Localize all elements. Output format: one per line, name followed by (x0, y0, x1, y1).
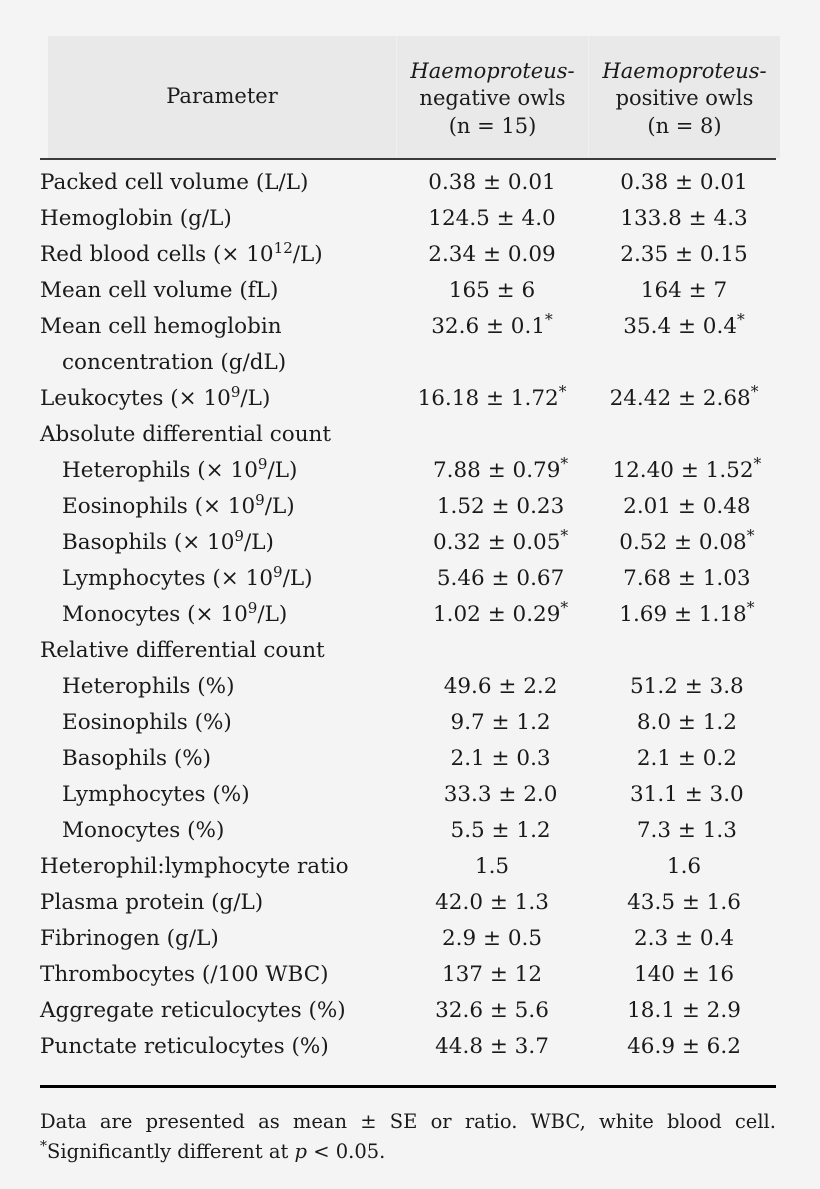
column-header-negative-n: (n = 15) (448, 113, 537, 138)
value-text: 2.01 ± 0.48 (623, 494, 751, 519)
row-parameter-label: Lymphocytes (%) (62, 782, 250, 807)
table-row (40, 490, 780, 531)
row-parameter-label: Fibrinogen (g/L) (40, 926, 219, 951)
row-parameter-label: Basophils (%) (62, 746, 212, 771)
table-row (40, 855, 780, 891)
parameter-text: Heterophils (× 10 (62, 458, 258, 483)
significance-asterisk: * (746, 526, 755, 545)
row-parameter-label: Plasma protein (g/L) (40, 890, 264, 915)
parameter-exponent: 9 (247, 598, 258, 617)
row-parameter-label: Mean cell volume (fL) (40, 278, 279, 303)
row-value-negative (396, 927, 588, 951)
row-value-positive (594, 747, 780, 771)
haematology-table (40, 36, 780, 1167)
table-row (40, 927, 780, 963)
table-row (40, 279, 780, 315)
value-text: 7.68 ± 1.03 (623, 566, 751, 591)
table-row (40, 526, 780, 567)
significance-asterisk: * (750, 382, 759, 401)
row-parameter-label: Eosinophils (%) (62, 710, 232, 735)
value-text: 133.8 ± 4.3 (620, 206, 748, 231)
parameter-text: Monocytes (× 10 (62, 602, 248, 627)
value-text: 0.38 ± 0.01 (428, 170, 556, 195)
row-value-negative (407, 567, 593, 591)
table-row (40, 171, 780, 207)
row-value-negative (396, 1035, 588, 1059)
value-text: 1.02 ± 0.29 (432, 602, 561, 627)
value-text: 2.1 ± 0.3 (450, 746, 551, 771)
table-row (40, 454, 780, 495)
value-text: 2.3 ± 0.4 (633, 926, 735, 951)
parameter-exponent: 9 (273, 562, 283, 581)
table-row (40, 963, 780, 999)
table-row (40, 747, 780, 783)
value-text: 32.6 ± 0.1 (431, 314, 545, 339)
value-text: 44.8 ± 3.7 (435, 1034, 549, 1059)
row-parameter-label: Hemoglobin (g/L) (40, 206, 232, 231)
row-parameter-label: Aggregate reticulocytes (%) (40, 998, 346, 1023)
value-text: 9.7 ± 1.2 (450, 710, 551, 735)
row-parameter-label: Packed cell volume (L/L) (40, 170, 309, 195)
table-row (40, 711, 780, 747)
row-parameter-label: Relative differential count (40, 638, 325, 663)
column-header-parameter (48, 36, 396, 158)
table-row (40, 562, 780, 603)
table-row (40, 1035, 780, 1071)
value-text: 2.9 ± 0.5 (441, 926, 543, 951)
value-text: 46.9 ± 6.2 (627, 1034, 741, 1059)
significance-asterisk: * (558, 382, 567, 401)
row-value-negative (407, 598, 593, 627)
row-value-positive (588, 855, 780, 879)
value-text: 5.5 ± 1.2 (450, 818, 551, 843)
row-parameter-label (40, 490, 407, 519)
row-value-positive (588, 171, 780, 195)
row-parameter-label (40, 598, 407, 627)
table-row (40, 891, 780, 927)
value-text: 2.1 ± 0.2 (636, 746, 737, 771)
value-text: 8.0 ± 1.2 (636, 710, 737, 735)
row-value-positive (588, 207, 780, 231)
footnote-significance-text-b: < 0.05. (307, 1140, 386, 1164)
row-value-positive (594, 454, 780, 483)
parameter-unit-tail: /L) (267, 458, 298, 483)
value-text: 31.1 ± 3.0 (629, 782, 744, 807)
column-header-negative (396, 36, 588, 158)
significance-asterisk: * (560, 526, 569, 545)
row-value-negative (396, 171, 588, 195)
parameter-unit-tail: /L) (244, 530, 274, 555)
table-row (40, 423, 780, 459)
row-value-negative (396, 999, 588, 1023)
row-parameter-label: Heterophils (%) (62, 674, 235, 699)
parameter-exponent: 9 (234, 526, 244, 545)
value-text: 51.2 ± 3.8 (629, 674, 744, 699)
column-header-negative-status: negative owls (419, 86, 566, 111)
row-value-positive (594, 675, 780, 699)
value-text: 0.32 ± 0.05 (432, 530, 561, 555)
parameter-text: Red blood cells (× 10 (40, 242, 274, 267)
value-text: 43.5 ± 1.6 (627, 890, 741, 915)
row-value-positive (588, 1035, 780, 1059)
parameter-exponent: 9 (230, 382, 241, 401)
value-text: 33.3 ± 2.0 (443, 782, 558, 807)
row-parameter-label: Monocytes (%) (62, 818, 225, 843)
row-parameter-label (40, 382, 396, 411)
row-value-negative (396, 855, 588, 879)
value-text: 7.3 ± 1.3 (636, 818, 737, 843)
value-text: 35.4 ± 0.4 (623, 314, 737, 339)
row-parameter-label: Heterophil:lymphocyte ratio (40, 854, 349, 879)
significance-asterisk: * (746, 598, 755, 617)
value-text: 18.1 ± 2.9 (627, 998, 741, 1023)
row-value-negative (396, 310, 588, 339)
row-parameter-label (40, 526, 407, 555)
parameter-exponent: 9 (255, 490, 265, 509)
table-row (40, 675, 780, 711)
value-text: 49.6 ± 2.2 (443, 674, 558, 699)
row-parameter-label: Punctate reticulocytes (%) (40, 1034, 329, 1059)
value-text: 42.0 ± 1.3 (435, 890, 549, 915)
row-parameter-label: concentration (g/dL) (62, 350, 287, 375)
table-row (40, 351, 780, 387)
row-parameter-label: Absolute differential count (40, 422, 332, 447)
value-text: 164 ± 7 (640, 278, 728, 303)
row-value-negative (407, 747, 593, 771)
row-value-negative (407, 454, 593, 483)
row-value-negative (407, 526, 593, 555)
row-parameter-label (40, 238, 396, 267)
row-value-positive (588, 999, 780, 1023)
row-parameter-label (40, 454, 407, 483)
value-text: 1.69 ± 1.18 (619, 602, 747, 627)
table-row (40, 819, 780, 855)
significance-asterisk: * (560, 454, 569, 473)
value-text: 165 ± 6 (448, 278, 536, 303)
value-text: 140 ± 16 (633, 962, 735, 987)
value-text: 7.88 ± 0.79 (432, 458, 561, 483)
row-value-positive (588, 927, 780, 951)
row-value-negative (407, 711, 593, 735)
parameter-unit-tail: /L) (264, 494, 295, 519)
row-value-positive (594, 783, 780, 807)
parameter-exponent: 12 (273, 238, 293, 257)
value-text: 24.42 ± 2.68 (609, 386, 751, 411)
row-value-positive (594, 495, 780, 519)
column-header-positive-n: (n = 8) (647, 113, 722, 138)
column-header-positive-species: Haemoproteus- (602, 59, 767, 84)
row-value-positive (588, 243, 780, 267)
row-parameter-label: Mean cell hemoglobin (40, 314, 282, 339)
value-text: 0.52 ± 0.08 (619, 530, 747, 555)
table-row (40, 382, 780, 423)
row-value-negative (396, 207, 588, 231)
value-text: 0.38 ± 0.01 (620, 170, 748, 195)
column-header-negative-species: Haemoproteus- (410, 59, 575, 84)
row-value-negative (407, 675, 593, 699)
parameter-text: Eosinophils (× 10 (62, 494, 256, 519)
value-text: 1.6 (666, 854, 702, 879)
row-value-positive (588, 310, 780, 339)
value-text: 2.34 ± 0.09 (428, 242, 556, 267)
row-value-negative (407, 783, 593, 807)
row-value-positive (594, 567, 780, 591)
row-value-negative (396, 382, 588, 411)
significance-asterisk: * (545, 310, 553, 329)
row-value-positive (594, 711, 780, 735)
parameter-text: Lymphocytes (× 10 (62, 566, 274, 591)
value-text: 1.52 ± 0.23 (436, 494, 565, 519)
footnote-p-symbol: p (294, 1140, 308, 1164)
row-value-positive (588, 382, 780, 411)
row-value-negative (407, 819, 593, 843)
value-text: 16.18 ± 1.72 (417, 386, 559, 411)
row-value-negative (396, 891, 588, 915)
column-header-parameter-label: Parameter (166, 84, 278, 109)
significance-asterisk: * (560, 598, 569, 617)
row-value-negative (396, 963, 588, 987)
parameter-text: Leukocytes (× 10 (40, 386, 231, 411)
value-text: 5.46 ± 0.67 (436, 566, 565, 591)
table-body (40, 160, 780, 1071)
table-row (40, 639, 780, 675)
table-row (40, 310, 780, 351)
row-value-positive (588, 963, 780, 987)
parameter-exponent: 9 (257, 454, 268, 473)
footnote-significance-text-a: Significantly different at (47, 1140, 295, 1164)
table-row (40, 238, 780, 279)
value-text: 12.40 ± 1.52 (612, 458, 754, 483)
column-header-positive-status: positive owls (615, 86, 754, 111)
row-parameter-label: Thrombocytes (/100 WBC) (40, 962, 329, 987)
row-value-positive (588, 891, 780, 915)
value-text: 32.6 ± 5.6 (435, 998, 549, 1023)
parameter-unit-tail: /L) (282, 566, 313, 591)
row-value-negative (396, 243, 588, 267)
footnote-asterisk: * (40, 1138, 48, 1155)
value-text: 2.35 ± 0.15 (620, 242, 748, 267)
table-footnotes (40, 1088, 776, 1167)
table-row (40, 783, 780, 819)
value-text: 137 ± 12 (441, 962, 543, 987)
table-row (40, 207, 780, 243)
table-header-row (48, 36, 780, 158)
parameter-unit-tail: /L) (292, 242, 323, 267)
row-value-negative (407, 495, 593, 519)
row-value-positive (594, 526, 780, 555)
footnote-significance (40, 1137, 776, 1167)
value-text: 1.5 (474, 854, 510, 879)
parameter-unit-tail: /L) (257, 602, 288, 627)
significance-asterisk: * (753, 454, 762, 473)
row-value-positive (588, 279, 780, 303)
column-header-positive (588, 36, 780, 158)
parameter-text: Basophils (× 10 (62, 530, 235, 555)
table-row (40, 598, 780, 639)
row-value-positive (594, 598, 780, 627)
row-value-positive (594, 819, 780, 843)
significance-asterisk: * (737, 310, 745, 329)
value-text: 124.5 ± 4.0 (428, 206, 556, 231)
footnote-data-presented: Data are presented as mean ± SE or ratio. WBC, white blood cell. (40, 1110, 776, 1133)
table-row (40, 999, 780, 1035)
row-parameter-label (40, 562, 407, 591)
row-value-negative (396, 279, 588, 303)
parameter-unit-tail: /L) (240, 386, 271, 411)
